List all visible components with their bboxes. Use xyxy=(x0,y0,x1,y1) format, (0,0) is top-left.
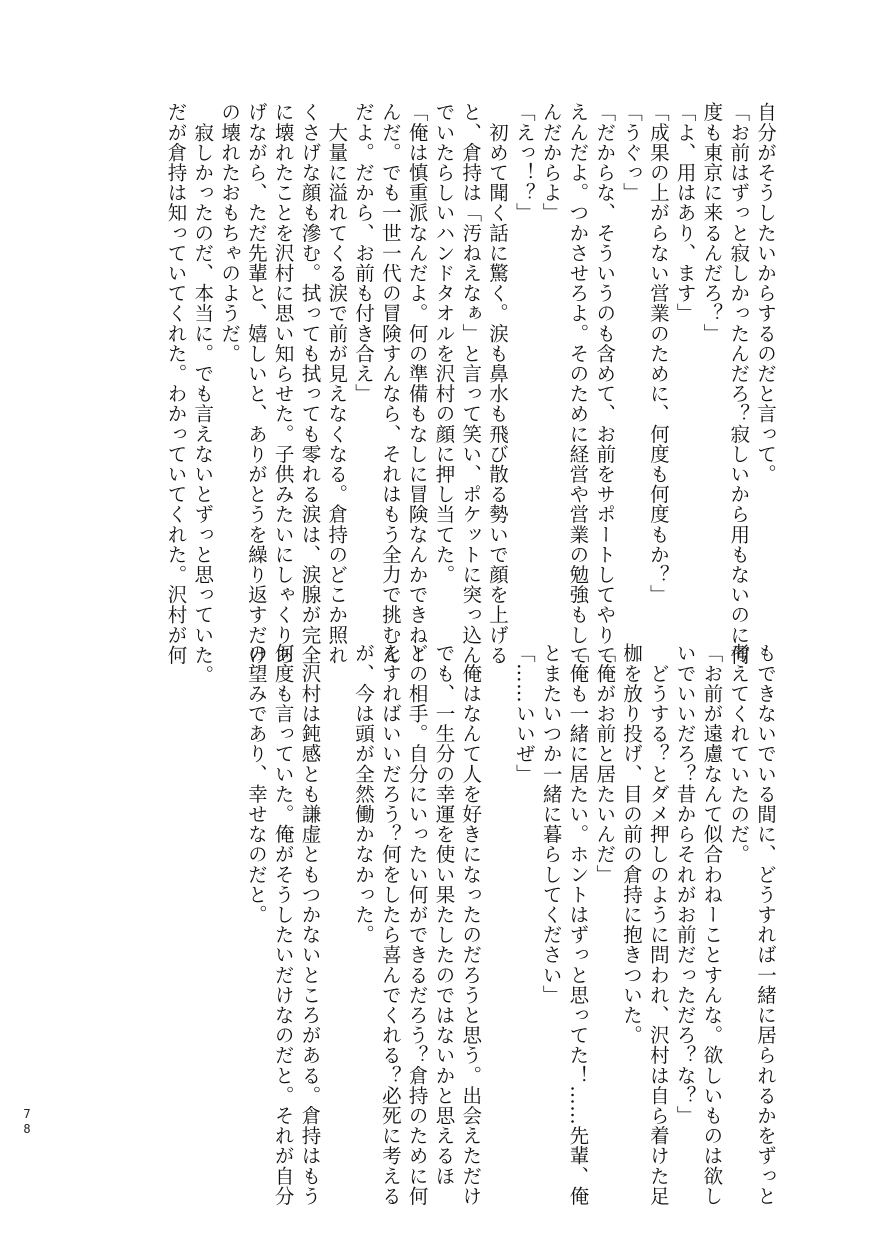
text-line: 「俺は慎重派なんだよ。何の準備もなしに冒険なんかできねー xyxy=(405,102,429,665)
text-line: 大量に溢れてくる涙で前が見えなくなる。倉持のどこか照れ xyxy=(325,102,349,665)
text-line: 自分がそうしたいからするのだと言って。 xyxy=(754,102,777,484)
text-line: 考えてくれていたのだ。 xyxy=(727,643,751,865)
text-line: と、倉持は「汚ねえなぁ」と言って笑い、ポケットに突っ込ん xyxy=(459,102,483,665)
text-line: 「お前はずっと寂しかったんだろ？寂しいから用もないのに何 xyxy=(727,102,751,665)
text-line: 寂しかったのだ、本当に。でも言えないとずっと思っていた。 xyxy=(191,102,215,685)
text-line: 俺はなんて人を好きになったのだろうと思う。出会えただけ xyxy=(459,643,483,1206)
text-line: だが倉持は知っていてくれた。わかっていてくれた。沢村が何 xyxy=(164,102,188,665)
text-line: げながら、ただ先輩と、嬉しいと、ありがとうを繰り返すだけ xyxy=(244,102,268,665)
text-line: だよ。だから、お前も付き合え」 xyxy=(352,102,376,404)
text-block-upper xyxy=(162,102,778,685)
text-line: んだ。でも一世一代の冒険すんなら、それはもう全力で挑むん xyxy=(378,102,402,665)
text-line: 度も東京に来るんだろ？」 xyxy=(700,102,724,344)
blank-line xyxy=(483,643,510,1163)
text-line: 「だからな、そういうのも含めて、お前をサポートしてやりて xyxy=(593,102,617,665)
text-line: どうする？とダメ押しのように問われ、沢村は自ら着けた足 xyxy=(646,643,670,1206)
text-line: でも、一生分の幸運を使い果たしたのではないかと思えるほ xyxy=(432,643,456,1186)
text-line: 「お前が遠慮なんて似合わねーことすんな。欲しいものは欲し xyxy=(700,643,724,1206)
text-line: をすればいいだろう？何をしたら喜んでくれる？必死に考える xyxy=(378,643,402,1206)
text-line: んだからよ」 xyxy=(539,102,563,223)
text-line: 「成果の上がらない営業のために、何度も何度もか？」 xyxy=(646,102,670,605)
page-number xyxy=(20,1107,34,1137)
blank-line xyxy=(322,643,349,1163)
text-line: くさげな顔も滲む。拭っても拭っても零れる涙は、涙腺が完全 xyxy=(298,102,322,665)
text-line: 枷を放り投げ、目の前の倉持に抱きついた。 xyxy=(620,643,644,1045)
text-line: 「うぐっ」 xyxy=(620,102,644,203)
text-line: に壊れたことを沢村に思い知らせた。子供みたいにしゃくりあ xyxy=(271,102,295,665)
text-line: の壊れたおもちゃのようだ。 xyxy=(218,102,242,364)
text-block-lower xyxy=(242,643,778,1206)
text-line: の望みであり、幸せなのだと。 xyxy=(244,643,268,925)
text-line: 「俺がお前と居たいんだ」 xyxy=(593,643,617,885)
text-line: 何度も言っていた。俺がそうしたいだけなのだと。それが自分 xyxy=(271,643,295,1206)
text-line: でいたらしいハンドタオルを沢村の顔に押し当てた。 xyxy=(432,102,456,585)
text-line: とまたいつか一緒に暮らしてください」 xyxy=(539,643,563,1005)
text-line: 「……いいぜ」 xyxy=(512,643,536,784)
text-line: えんだよ。つかさせろよ。そのために経営や営業の勉強もして xyxy=(566,102,590,665)
text-line: 初めて聞く話に驚く。涙も鼻水も飛び散る勢いで顔を上げる xyxy=(486,102,510,665)
text-line: もできないでいる間に、どうすれば一緒に居られるかをずっと xyxy=(754,643,777,1206)
text-line: が、今は頭が全然働かなかった。 xyxy=(352,643,376,945)
text-line: 「えっ！？」 xyxy=(512,102,536,223)
text-line: 「俺も一緒に居たい。ホントはずっと思ってた！……先輩、俺 xyxy=(566,643,590,1206)
text-line: 沢村は鈍感とも謙虚ともつかないところがある。倉持はもう xyxy=(298,643,322,1206)
text-line: いでいいだろ？昔からそれがお前だっただろ？な？」 xyxy=(673,643,697,1126)
text-line: 「よ、用はあり、ます」 xyxy=(673,102,697,324)
text-line: どの相手。自分にいったい何ができるだろう？倉持のために何 xyxy=(405,643,429,1206)
page-number-digit: 8 xyxy=(23,1122,31,1136)
page-number-digit: 7 xyxy=(23,1107,31,1121)
